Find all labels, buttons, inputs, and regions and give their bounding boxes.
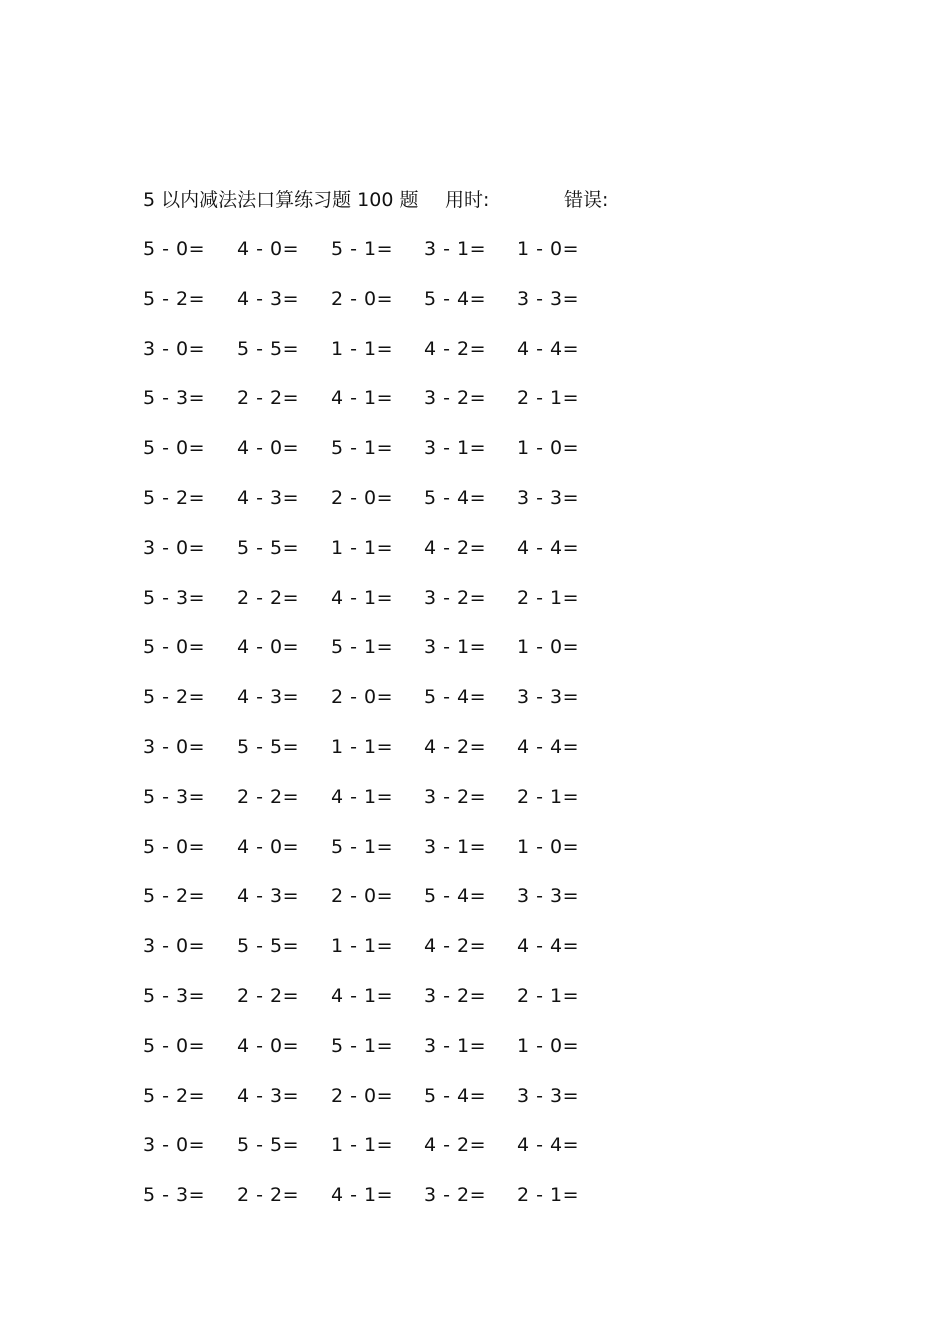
- problem-item: 3 - 1=: [424, 835, 487, 858]
- problem-grid: [143, 232, 643, 1228]
- problem-item: 2 - 2=: [237, 387, 300, 410]
- problem-item: 5 - 2=: [143, 287, 206, 310]
- problem-item: 5 - 0=: [143, 636, 206, 659]
- problem-item: 3 - 2=: [424, 387, 487, 410]
- problem-item: 1 - 1=: [331, 735, 394, 758]
- problem-item: 4 - 4=: [517, 536, 580, 559]
- problem-item: 5 - 5=: [237, 735, 300, 758]
- problem-item: 3 - 3=: [517, 1084, 580, 1107]
- problem-item: 4 - 3=: [237, 885, 300, 908]
- worksheet-title: 5 以内减法法口算练习题 100 题: [143, 189, 419, 211]
- problem-row: [143, 581, 643, 631]
- problem-item: 4 - 2=: [424, 735, 487, 758]
- problem-item: 2 - 1=: [517, 586, 580, 609]
- problem-item: 4 - 2=: [424, 1134, 487, 1157]
- problem-item: 1 - 0=: [517, 1034, 580, 1057]
- problem-item: 4 - 4=: [517, 935, 580, 958]
- problem-row: [143, 481, 643, 531]
- problem-item: 3 - 0=: [143, 536, 206, 559]
- problem-item: 5 - 3=: [143, 785, 206, 808]
- problem-item: 5 - 1=: [331, 1034, 394, 1057]
- problem-item: 4 - 1=: [331, 1184, 394, 1207]
- problem-row: [143, 780, 643, 830]
- problem-item: 5 - 2=: [143, 885, 206, 908]
- errors-label: 错误:: [564, 189, 609, 211]
- problem-item: 4 - 4=: [517, 735, 580, 758]
- problem-item: 5 - 0=: [143, 437, 206, 460]
- problem-item: 5 - 3=: [143, 984, 206, 1007]
- problem-item: 5 - 0=: [143, 835, 206, 858]
- problem-item: 2 - 1=: [517, 1184, 580, 1207]
- problem-row: [143, 680, 643, 730]
- problem-item: 4 - 1=: [331, 387, 394, 410]
- problem-item: 1 - 1=: [331, 935, 394, 958]
- problem-row: [143, 979, 643, 1029]
- problem-item: 5 - 2=: [143, 486, 206, 509]
- problem-item: 2 - 2=: [237, 1184, 300, 1207]
- problem-item: 1 - 0=: [517, 835, 580, 858]
- problem-item: 1 - 0=: [517, 238, 580, 260]
- problem-item: 4 - 4=: [517, 1134, 580, 1157]
- problem-row: [143, 630, 643, 680]
- problem-item: 3 - 2=: [424, 984, 487, 1007]
- problem-item: 1 - 0=: [517, 437, 580, 460]
- problem-item: 4 - 2=: [424, 337, 487, 360]
- problem-item: 3 - 2=: [424, 785, 487, 808]
- problem-item: 4 - 0=: [237, 437, 300, 460]
- problem-item: 3 - 2=: [424, 1184, 487, 1207]
- problem-item: 5 - 2=: [143, 686, 206, 709]
- problem-item: 5 - 3=: [143, 387, 206, 410]
- problem-item: 4 - 3=: [237, 1084, 300, 1107]
- problem-item: 5 - 4=: [424, 287, 487, 310]
- problem-item: 5 - 5=: [237, 337, 300, 360]
- problem-item: 1 - 0=: [517, 636, 580, 659]
- problem-item: 5 - 0=: [143, 1034, 206, 1057]
- problem-row: [143, 929, 643, 979]
- problem-item: 2 - 1=: [517, 984, 580, 1007]
- problem-item: 1 - 1=: [331, 536, 394, 559]
- problem-item: 5 - 3=: [143, 1184, 206, 1207]
- problem-item: 4 - 0=: [237, 636, 300, 659]
- problem-item: 4 - 3=: [237, 486, 300, 509]
- problem-item: 2 - 1=: [517, 785, 580, 808]
- problem-row: [143, 1029, 643, 1079]
- problem-item: 5 - 5=: [237, 1134, 300, 1157]
- problem-item: 3 - 1=: [424, 636, 487, 659]
- problem-item: 3 - 0=: [143, 1134, 206, 1157]
- problem-item: 4 - 0=: [237, 1034, 300, 1057]
- problem-row: [143, 1079, 643, 1129]
- problem-item: 3 - 0=: [143, 337, 206, 360]
- problem-item: 2 - 0=: [331, 885, 394, 908]
- problem-item: 5 - 5=: [237, 935, 300, 958]
- problem-row: [143, 332, 643, 382]
- problem-item: 3 - 3=: [517, 686, 580, 709]
- problem-item: 4 - 0=: [237, 835, 300, 858]
- problem-item: 4 - 2=: [424, 935, 487, 958]
- problem-item: 5 - 1=: [331, 437, 394, 460]
- problem-row: [143, 381, 643, 431]
- problem-item: 3 - 2=: [424, 586, 487, 609]
- problem-row: [143, 1128, 643, 1178]
- problem-item: 5 - 4=: [424, 486, 487, 509]
- problem-item: 1 - 1=: [331, 1134, 394, 1157]
- problem-row: [143, 232, 643, 282]
- problem-item: 2 - 0=: [331, 1084, 394, 1107]
- problem-item: 4 - 1=: [331, 586, 394, 609]
- problem-item: 3 - 3=: [517, 885, 580, 908]
- problem-row: [143, 830, 643, 880]
- problem-item: 3 - 3=: [517, 486, 580, 509]
- problem-item: 5 - 2=: [143, 1084, 206, 1107]
- problem-item: 4 - 3=: [237, 686, 300, 709]
- problem-row: [143, 1178, 643, 1228]
- problem-item: 2 - 2=: [237, 984, 300, 1007]
- problem-item: 2 - 2=: [237, 785, 300, 808]
- problem-row: [143, 282, 643, 332]
- problem-item: 5 - 4=: [424, 1084, 487, 1107]
- time-used-label: 用时:: [445, 189, 490, 211]
- problem-item: 5 - 1=: [331, 636, 394, 659]
- problem-item: 4 - 1=: [331, 984, 394, 1007]
- problem-item: 5 - 1=: [331, 835, 394, 858]
- problem-row: [143, 431, 643, 481]
- problem-item: 4 - 3=: [237, 287, 300, 310]
- problem-item: 5 - 4=: [424, 885, 487, 908]
- problem-item: 3 - 0=: [143, 735, 206, 758]
- problem-item: 2 - 0=: [331, 686, 394, 709]
- problem-item: 5 - 5=: [237, 536, 300, 559]
- problem-item: 5 - 1=: [331, 238, 394, 260]
- problem-item: 2 - 1=: [517, 387, 580, 410]
- problem-item: 4 - 0=: [237, 238, 300, 260]
- problem-item: 1 - 1=: [331, 337, 394, 360]
- problem-item: 5 - 4=: [424, 686, 487, 709]
- problem-item: 4 - 4=: [517, 337, 580, 360]
- problem-item: 4 - 1=: [331, 785, 394, 808]
- problem-item: 4 - 2=: [424, 536, 487, 559]
- problem-item: 3 - 3=: [517, 287, 580, 310]
- problem-row: [143, 531, 643, 581]
- problem-item: 2 - 0=: [331, 486, 394, 509]
- problem-item: 2 - 2=: [237, 586, 300, 609]
- problem-item: 3 - 0=: [143, 935, 206, 958]
- problem-item: 5 - 3=: [143, 586, 206, 609]
- problem-item: 3 - 1=: [424, 1034, 487, 1057]
- problem-item: 3 - 1=: [424, 437, 487, 460]
- problem-item: 2 - 0=: [331, 287, 394, 310]
- problem-item: 5 - 0=: [143, 238, 206, 260]
- problem-row: [143, 879, 643, 929]
- problem-item: 3 - 1=: [424, 238, 487, 260]
- problem-row: [143, 730, 643, 780]
